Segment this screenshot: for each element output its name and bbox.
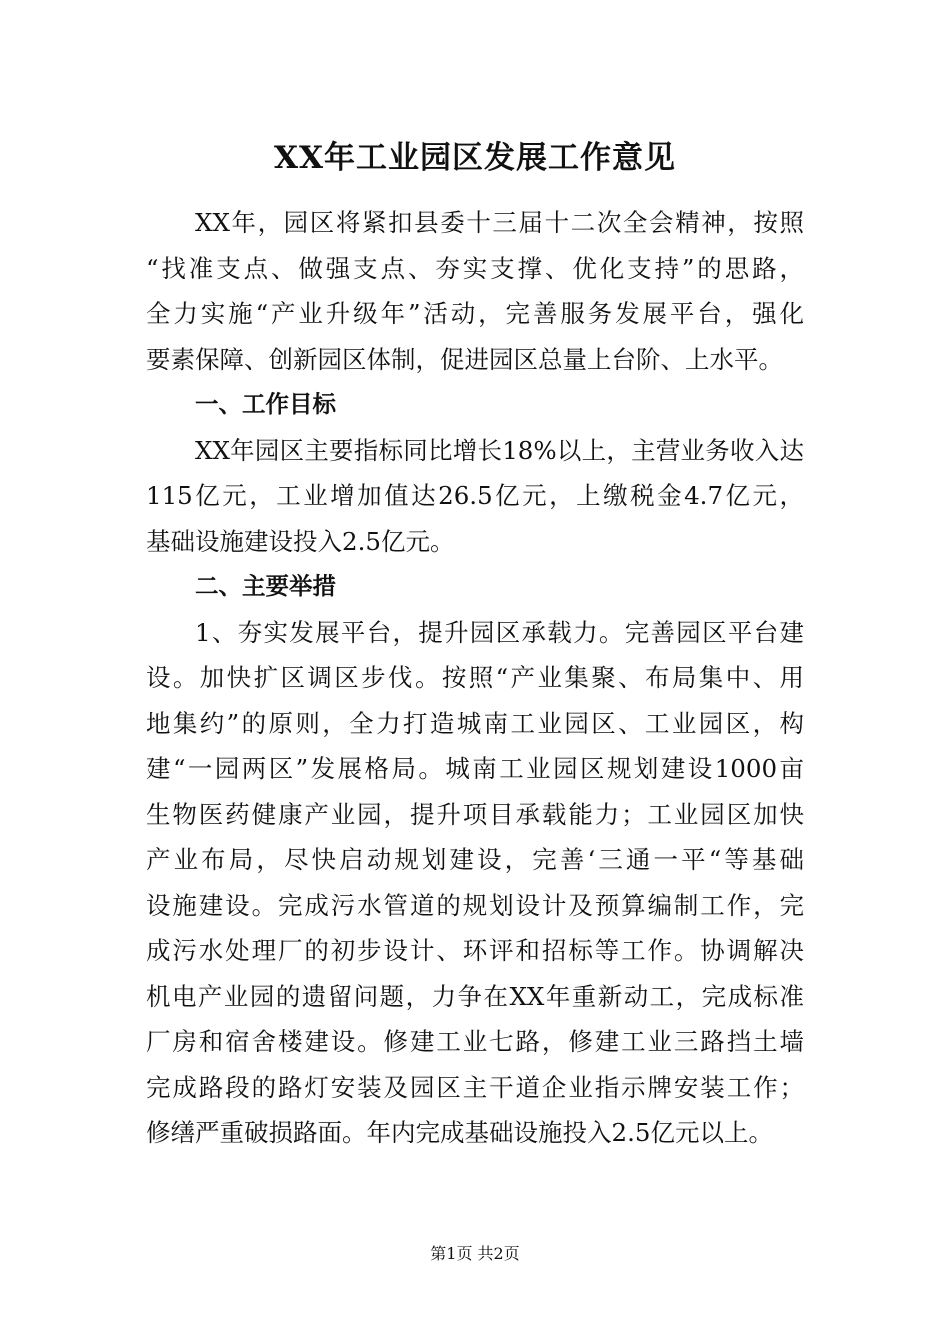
intro-line: 全力实施“产业升级年”活动，完善服务发展平台，强化 bbox=[146, 299, 804, 328]
measures-line: 厂房和宿舍楼建设。修建工业七路，修建工业三路挡土墙 bbox=[146, 1027, 804, 1056]
measures-line: 地集约”的原则，全力打造城南工业园区、工业园区，构 bbox=[146, 708, 804, 738]
measures-line: 成污水处理厂的初步设计、环评和招标等工作。协调解决 bbox=[146, 936, 804, 965]
goals-line: XX年园区主要指标同比增长18%以上，主营业务收入达 bbox=[195, 435, 804, 465]
document-body bbox=[146, 200, 804, 1156]
goals-line: 115亿元，工业增加值达26.5亿元，上缴税金4.7亿元， bbox=[146, 481, 804, 510]
measures-line: 完成路段的路灯安装及园区主干道企业指示牌安装工作； bbox=[146, 1072, 804, 1102]
intro-line: 要素保障、创新园区体制，促进园区总量上台阶、上水平。 bbox=[146, 344, 783, 374]
measures-line: 机电产业园的遗留问题，力争在XX年重新动工，完成标准 bbox=[146, 981, 804, 1011]
page-footer: 第1页 共2页 bbox=[430, 1244, 520, 1263]
intro-line: “找准支点、做强支点、夯实支撑、优化支持”的思路， bbox=[146, 253, 804, 283]
measures-line: 生物医药健康产业园，提升项目承载能力；工业园区加快 bbox=[146, 799, 804, 829]
measures-line: 修缮严重破损路面。年内完成基础设施投入2.5亿元以上。 bbox=[146, 1118, 773, 1147]
measures-line: 1、夯实发展平台，提升园区承载力。完善园区平台建 bbox=[195, 617, 804, 647]
section-heading-goals: 一、工作目标 bbox=[195, 390, 336, 418]
measures-line: 设。加快扩区调区步伐。按照“产业集聚、布局集中、用 bbox=[146, 663, 804, 692]
goals-line: 基础设施建设投入2.5亿元。 bbox=[146, 526, 455, 556]
document-title: XX年工业园区发展工作意见 bbox=[273, 140, 677, 176]
measures-line: 产业布局，尽快启动规划建设，完善‘三通一平“等基础 bbox=[146, 845, 804, 874]
intro-line: XX年，园区将紧扣县委十三届十二次全会精神，按照 bbox=[195, 208, 804, 237]
measures-line: 设施建设。完成污水管道的规划设计及预算编制工作，完 bbox=[146, 890, 804, 920]
measures-line: 建“一园两区”发展格局。城南工业园区规划建设1000亩 bbox=[146, 754, 804, 783]
section-heading-measures: 二、主要举措 bbox=[195, 572, 336, 600]
